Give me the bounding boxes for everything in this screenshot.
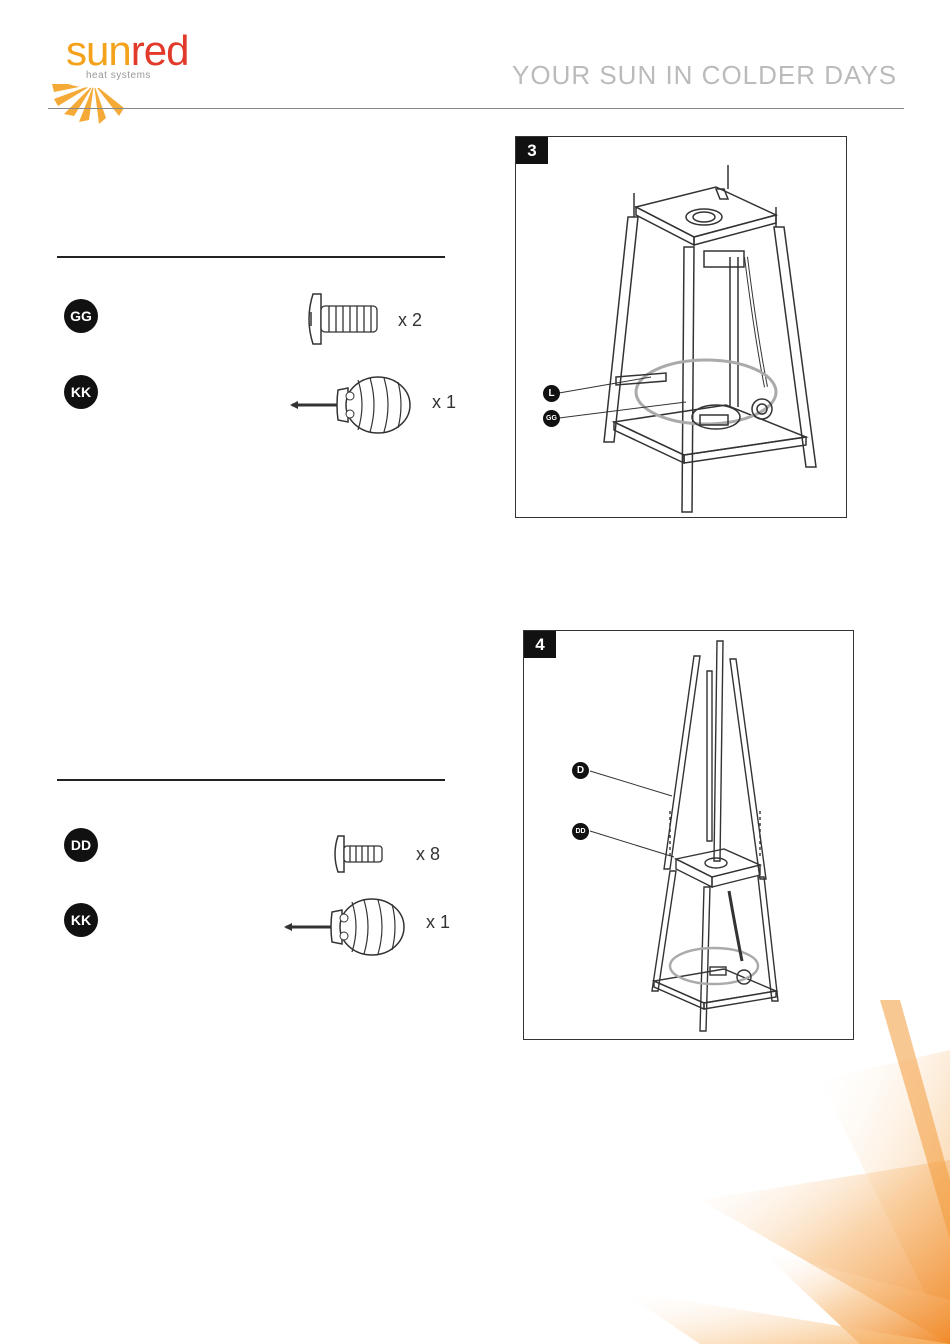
part-quantity-kk: x 1: [432, 392, 457, 412]
logo-sun-text: sun: [66, 27, 131, 74]
screwdriver-icon: [288, 370, 418, 440]
screwdriver-icon: [282, 892, 412, 962]
logo-red-text: red: [130, 27, 189, 74]
part-quantity-gg: x 2: [398, 310, 423, 330]
step-number: 3: [516, 137, 548, 164]
part-badge-gg: GG: [64, 299, 98, 333]
screw-icon: [303, 290, 383, 350]
logo-subtitle: heat systems: [86, 70, 151, 81]
part-badge-kk: KK: [64, 375, 98, 409]
logo: [66, 27, 189, 74]
part-quantity-dd: x 8: [416, 844, 441, 864]
step4-divider: [57, 779, 445, 781]
callout-l: L: [543, 385, 560, 402]
part-quantity-kk: x 1: [426, 912, 451, 932]
part-badge-dd: DD: [64, 828, 98, 862]
heater-frame-illustration: [516, 137, 846, 517]
step3-diagram-panel: [515, 136, 847, 518]
step4-diagram-panel: [523, 630, 854, 1040]
step-number: 4: [524, 631, 556, 658]
callout-d: D: [572, 762, 589, 779]
tagline: YOUR SUN IN COLDER DAYS: [512, 60, 898, 90]
header-divider: [48, 108, 904, 109]
callout-dd: DD: [572, 823, 589, 840]
screw-icon: [330, 832, 390, 876]
callout-gg: GG: [543, 410, 560, 427]
part-badge-kk: KK: [64, 903, 98, 937]
step3-divider: [57, 256, 445, 258]
